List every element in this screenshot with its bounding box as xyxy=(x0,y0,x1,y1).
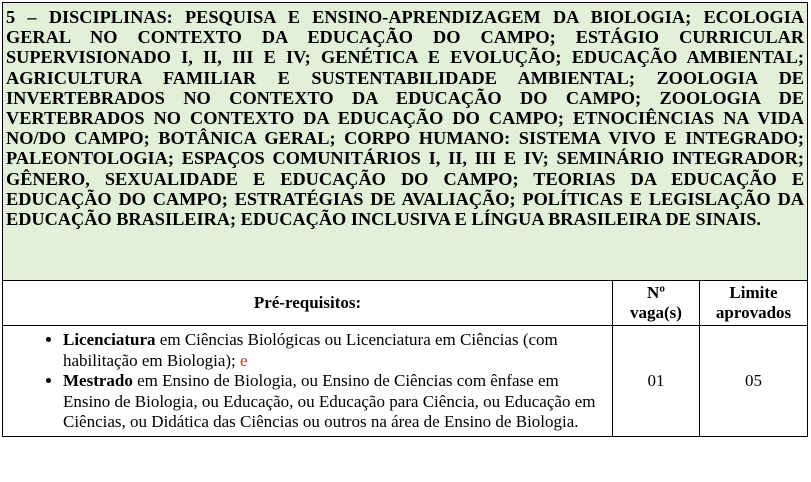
limit-header-line1: Limite xyxy=(729,283,778,302)
vacancies-header-line2: vaga(s) xyxy=(630,303,682,322)
disciplines-header: 5 – DISCIPLINAS: PESQUISA E ENSINO-APRENDIZAGEM DA BIOLOGIA; ECOLOGIA GERAL NO CONTEXTO DA EDUCAÇÃO DO CAMPO; ESTÁGIO CURRICULAR SUPERVISIONADO I, II, III E IV; GENÉTICA E EVOLUÇÃO; EDUCAÇÃO AMBIENTAL; AGRICULTURA FAMILIAR E SUSTENTABILIDADE AMBIENTAL; ZOOLOGIA DE INVERTEBRADOS NO CONTEXTO DA EDUCAÇÃO DO CAMPO; ZOOLOGIA DE VERTEBRADOS NO CONTEXTO DA EDUCAÇÃO DO CAMPO; ETNOCIÊNCIAS NA VIDA NO/DO CAMPO; BOTÂNICA GERAL; CORPO HUMANO: SISTEMA VIVO E INTEGRADO; PALEONTOLOGIA; ESPAÇOS COMUNITÁRIOS I, II, III E IV; SEMINÁRIO INTEGRADOR; GÊNERO, SEXUALIDADE E EDUCAÇÃO DO CAMPO; TEORIAS DA EDUCAÇÃO E EDUCAÇÃO DO CAMPO; ESTRATÉGIAS DE AVALIAÇÃO; POLÍTICAS E LEGISLAÇÃO DA EDUCAÇÃO BRASILEIRA; EDUCAÇÃO INCLUSIVA E LÍNGUA BRASILEIRA DE SINAIS. xyxy=(3,3,808,281)
prerequisites-list xyxy=(3,330,606,433)
disciplines-table xyxy=(2,2,808,437)
requirement-degree-bold: Licenciatura xyxy=(63,330,156,349)
vacancies-header-line1: Nº xyxy=(647,283,665,302)
prerequisites-column-header: Pré-requisitos: xyxy=(3,281,613,326)
vacancies-column-header xyxy=(613,281,700,326)
prerequisites-cell xyxy=(3,326,613,437)
header-row xyxy=(3,3,808,281)
column-header-row xyxy=(3,281,808,326)
requirements-row xyxy=(3,326,808,437)
list-item xyxy=(63,371,606,433)
vacancies-value: 01 xyxy=(613,326,700,437)
approved-limit-value: 05 xyxy=(700,326,808,437)
requirement-connector: e xyxy=(235,350,248,370)
requirement-detail: em Ensino de Biologia, ou Ensino de Ciências com ênfase em Ensino de Biologia, ou Educação, ou Educação para Ciência, ou Educação em Ciências, ou Didática das Ciências ou outros na área de Ensino de Biologia. xyxy=(63,371,596,431)
approved-limit-column-header xyxy=(700,281,808,326)
limit-header-line2: aprovados xyxy=(715,303,792,322)
requirement-detail: em Ciências Biológicas ou Licenciatura em Ciências (com habilitação em Biologia); xyxy=(63,330,558,370)
list-item xyxy=(63,330,606,371)
requirement-degree-bold: Mestrado xyxy=(63,371,133,390)
